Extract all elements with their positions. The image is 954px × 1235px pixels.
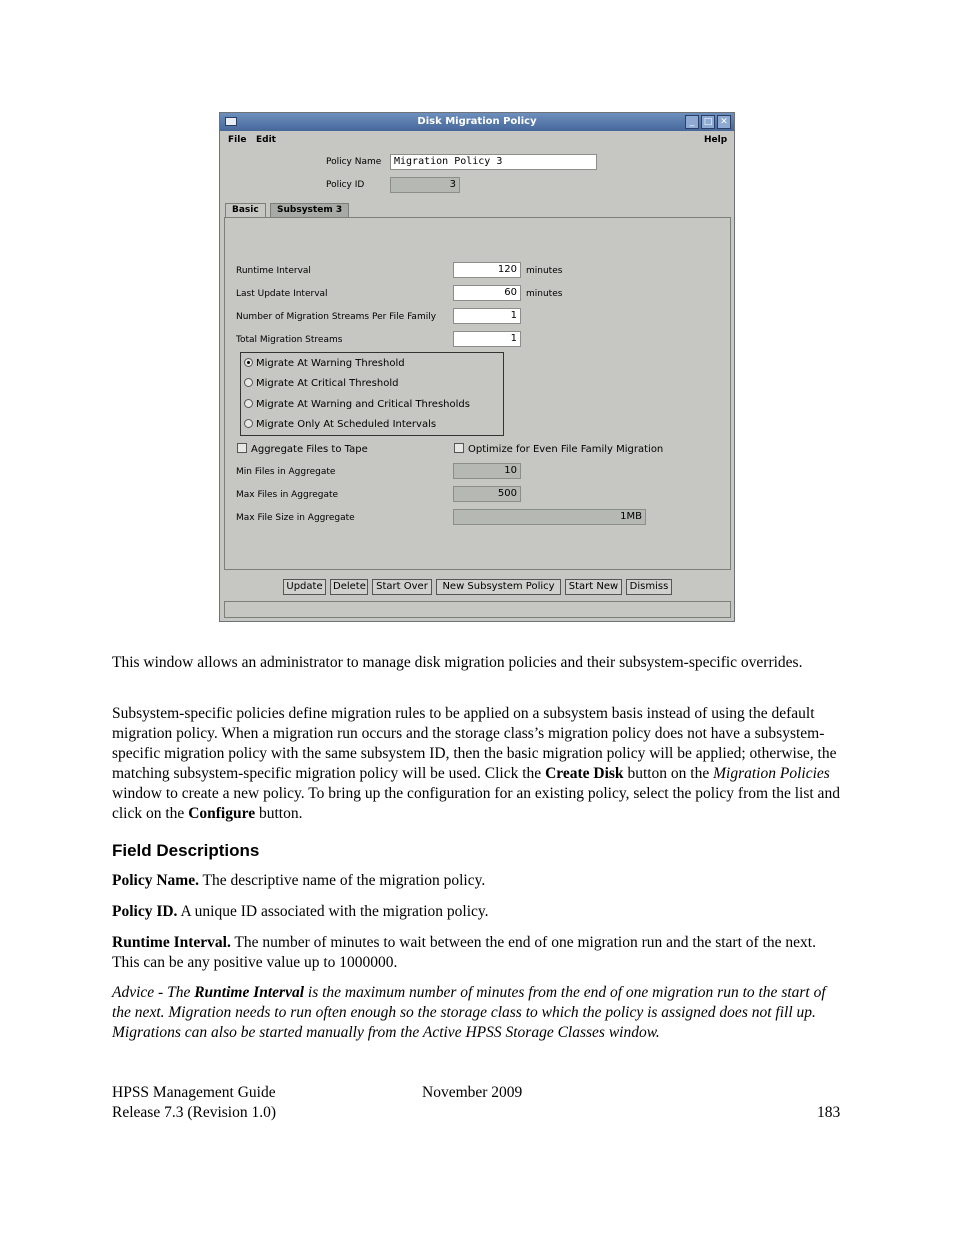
status-bar <box>224 601 731 618</box>
tab-subsystem-3[interactable]: Subsystem 3 <box>270 203 349 217</box>
radio-unselected-icon <box>244 378 253 387</box>
advice-paragraph <box>112 983 844 1043</box>
policy-name-label: Policy Name <box>326 157 382 167</box>
last-update-interval-input[interactable]: 60 <box>453 285 521 301</box>
term: Policy Name. <box>112 872 199 889</box>
menu-help[interactable]: Help <box>704 135 728 145</box>
runtime-interval-label: Runtime Interval <box>236 266 311 276</box>
delete-button[interactable]: Delete <box>330 579 368 595</box>
text: button on the <box>623 765 714 782</box>
menu-file[interactable]: File <box>228 135 247 145</box>
text: Advice - The <box>112 984 195 1001</box>
footer-guide-title: HPSS Management Guide <box>112 1084 276 1101</box>
max-file-size-label: Max File Size in Aggregate <box>236 513 355 523</box>
dismiss-button[interactable]: Dismiss <box>626 579 672 595</box>
max-files-field: 500 <box>453 486 521 502</box>
streams-per-family-input[interactable]: 1 <box>453 308 521 324</box>
maximize-icon[interactable]: □ <box>701 115 715 129</box>
radio-label: Migrate At Critical Threshold <box>256 378 399 389</box>
radio-label: Migrate At Warning Threshold <box>256 358 405 369</box>
policy-id-description <box>112 902 844 922</box>
checkbox-label: Aggregate Files to Tape <box>251 444 368 455</box>
radio-warning-threshold[interactable] <box>244 358 405 369</box>
text: Subsystem-specific policies define migration rules to be applied on a subsystem basis instead of using the default migration policy. When a migration run occurs and the storage class’s migration policy does not have a subsystem-specific migration policy with the same subsystem ID, then the basic migration policy will be applied; otherwise, the matching subsystem-specific migration policy will be used. Click the <box>112 705 837 782</box>
title-bar <box>220 113 734 131</box>
radio-unselected-icon <box>244 419 253 428</box>
radio-label: Migrate Only At Scheduled Intervals <box>256 419 437 430</box>
aggregate-files-checkbox[interactable] <box>237 443 368 455</box>
minimize-icon[interactable]: _ <box>685 115 699 129</box>
subsystem-policy-paragraph <box>112 704 844 824</box>
checkbox-icon <box>454 443 464 453</box>
close-icon[interactable]: ✕ <box>717 115 731 129</box>
last-update-interval-label: Last Update Interval <box>236 289 328 299</box>
radio-scheduled-intervals[interactable] <box>244 419 436 430</box>
runtime-interval-input[interactable]: 120 <box>453 262 521 278</box>
text: window to create a new policy. To bring up the configuration for an existing policy, select the policy from the list and click on the <box>112 785 840 822</box>
create-disk-term: Create Disk <box>545 765 624 782</box>
policy-id-label: Policy ID <box>326 180 365 190</box>
intro-paragraph: This window allows an administrator to manage disk migration policies and their subsystem-specific overrides. <box>112 654 803 671</box>
checkbox-label: Optimize for Even File Family Migration <box>468 444 664 455</box>
term: Runtime Interval. <box>112 934 231 951</box>
max-files-label: Max Files in Aggregate <box>236 490 339 500</box>
update-button[interactable]: Update <box>283 579 326 595</box>
radio-label: Migrate At Warning and Critical Thresholds <box>256 399 470 410</box>
migration-threshold-radio-group <box>240 352 504 436</box>
policy-name-description <box>112 871 844 891</box>
policy-name-input[interactable]: Migration Policy 3 <box>390 154 597 170</box>
text: button. <box>255 805 303 822</box>
min-files-field: 10 <box>453 463 521 479</box>
disk-migration-policy-window <box>219 112 735 622</box>
checkbox-icon <box>237 443 247 453</box>
total-streams-label: Total Migration Streams <box>236 335 343 345</box>
start-over-button[interactable]: Start Over <box>372 579 432 595</box>
policy-id-field: 3 <box>390 177 460 193</box>
radio-critical-threshold[interactable] <box>244 378 398 389</box>
text: is the maximum number of minutes from the end of one migration run to the start of the next. Migration needs to run often enough so the storage class to which the policy is assigned does not fill up. Migrations can also be started manually from the Active HPSS Storage Classes window. <box>112 984 826 1041</box>
term: Policy ID. <box>112 903 178 920</box>
runtime-interval-description <box>112 933 844 973</box>
menu-edit[interactable]: Edit <box>256 135 276 145</box>
new-subsystem-policy-button[interactable]: New Subsystem Policy <box>436 579 561 595</box>
footer-date: November 2009 <box>422 1084 523 1101</box>
runtime-interval-unit: minutes <box>526 266 563 276</box>
section-heading: Field Descriptions <box>112 841 260 860</box>
migration-policies-term: Migration Policies <box>713 765 830 782</box>
total-streams-input[interactable]: 1 <box>453 331 521 347</box>
start-new-button[interactable]: Start New <box>565 579 622 595</box>
max-file-size-field: 1MB <box>453 509 646 525</box>
streams-per-family-label: Number of Migration Streams Per File Family <box>236 312 437 322</box>
tab-basic[interactable]: Basic <box>225 203 266 217</box>
min-files-label: Min Files in Aggregate <box>236 467 336 477</box>
page-number: 183 <box>817 1104 841 1121</box>
footer-release: Release 7.3 (Revision 1.0) <box>112 1104 277 1121</box>
radio-selected-icon <box>244 358 253 367</box>
optimize-migration-checkbox[interactable] <box>454 443 663 455</box>
window-title: Disk Migration Policy <box>417 116 537 127</box>
definition: The number of minutes to wait between the end of one migration run and the start of the next. This can be any positive value up to 1000000. <box>112 934 816 971</box>
configure-term: Configure <box>188 805 256 822</box>
last-update-interval-unit: minutes <box>526 289 563 299</box>
definition: The descriptive name of the migration policy. <box>198 872 486 889</box>
radio-warning-and-critical[interactable] <box>244 399 470 410</box>
runtime-interval-term: Runtime Interval <box>194 984 305 1001</box>
definition: A unique ID associated with the migration policy. <box>177 903 489 920</box>
menu-bar <box>220 132 734 148</box>
radio-unselected-icon <box>244 399 253 408</box>
